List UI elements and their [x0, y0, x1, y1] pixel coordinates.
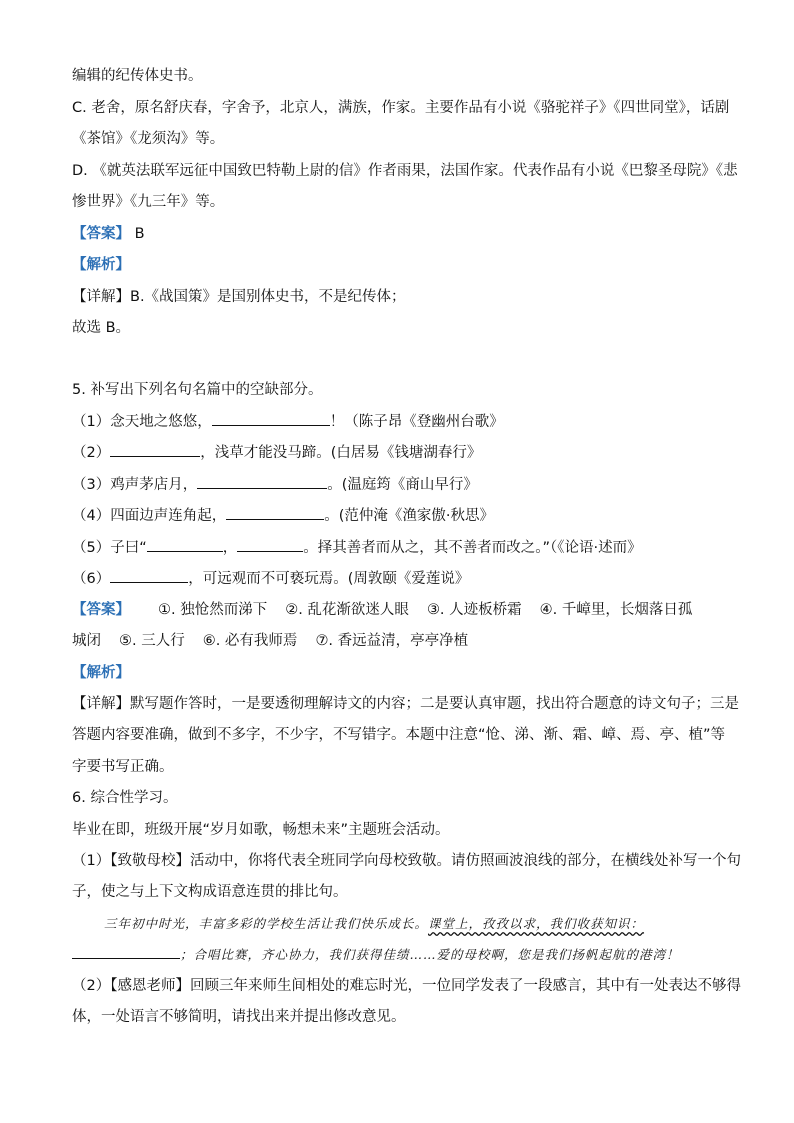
handwritten-line1: [104, 914, 644, 934]
q5-item-5: [72, 537, 642, 558]
q5-item-1: [72, 411, 504, 432]
item-num: （6）: [72, 571, 111, 587]
q5-analysis-row: [72, 663, 130, 683]
answer-item: ⑦. 香远益清，亭亭净植: [315, 633, 469, 649]
q5-answer-row-2: [72, 631, 468, 651]
item-pre: 四面边声连角起，: [110, 508, 227, 524]
option-c-line2: 《茶馆》《龙须沟》等。: [72, 131, 225, 147]
item-post: 。择其善者而从之，其不善者而改之。”（《论语·述而》: [303, 540, 642, 556]
item-post: ，浅草才能没马蹄。(白居易《钱塘湖春行》: [200, 445, 482, 461]
fill-blank: [147, 537, 223, 552]
fill-blank: [110, 442, 200, 457]
fill-blank: [212, 411, 330, 426]
fill-blank: [197, 474, 327, 489]
answer-item: 城闭: [72, 633, 101, 649]
hand-plain: 三年初中时光，丰富多彩的学校生活让我们快乐成长。: [104, 916, 429, 931]
q6-part1-line1: （1）【致敬母校】活动中，你将代表全班同学向母校致敬。请仿照画波浪线的部分，在横线处补写一个句: [72, 853, 741, 869]
answer-tag: 【答案】: [72, 602, 130, 618]
analysis-tag: 【解析】: [72, 665, 130, 681]
q5-detail-line2: 答题内容要准确，做到不多字，不少字，不写错字。本题中注意“怆、涕、渐、霜、嶂、焉、亭、植”等: [72, 727, 726, 743]
item-num: （3）: [72, 477, 111, 493]
q5-item-6: [72, 568, 469, 589]
q6-part2-line2: 体，一处语言不够简明，请找出来并提出修改意见。: [72, 1009, 406, 1025]
answer-item: ②. 乱花渐欲迷人眼: [285, 602, 409, 618]
q5-detail-line1: [72, 694, 739, 714]
q6-title: 6. 综合性学习。: [72, 790, 178, 806]
detail-tag: 【详解】: [72, 696, 130, 712]
fill-blank: [72, 944, 180, 959]
q5-answer-row: [72, 600, 692, 620]
fill-blank: [237, 537, 303, 552]
q5-item-3: [72, 474, 478, 495]
item-pre: 子曰“: [110, 540, 147, 556]
q5-title: 5. 补写出下列名句名篇中的空缺部分。: [72, 382, 323, 398]
item-post: 。(范仲淹《渔家傲·秋思》: [324, 508, 494, 524]
option-d-line2: 惨世界》《九三年》等。: [72, 194, 225, 210]
option-c-line1: C. 老舍，原名舒庆春，字舍予，北京人，满族，作家。主要作品有小说《骆驼祥子》《四世同堂》，话剧: [72, 100, 730, 116]
q5-detail-line3: 字要书写正确。: [72, 759, 174, 775]
option-d-line1: D. 《就英法联军远征中国致巴特勒上尉的信》作者雨果，法国作家。代表作品有小说《巴黎圣母院》《悲: [72, 163, 738, 179]
hand-wavy: 课堂上，孜孜以求，我们收获知识：: [428, 916, 645, 931]
fill-blank: [110, 568, 188, 583]
item-num: （4）: [72, 508, 111, 524]
answer-item: ③. 人迹板桥霜: [426, 602, 522, 618]
conclusion: 故选 B。: [72, 320, 131, 336]
analysis-row: [72, 255, 130, 275]
hand-text: ；合唱比赛，齐心协力，我们获得佳绩……爱的母校啊，您是我们扬帆起航的港湾！: [180, 947, 680, 962]
answer-row: [72, 224, 145, 244]
answer-tag: 【答案】: [72, 226, 130, 242]
answer-value: B: [134, 226, 145, 242]
fill-blank: [226, 505, 324, 520]
item-num: （1）: [72, 414, 111, 430]
detail-text: 默写题作答时，一是要透彻理解诗文的内容；二是要认真审题，找出符合题意的诗文句子；三是: [130, 696, 739, 712]
handwritten-line2: [72, 944, 680, 965]
detail-tag: 【详解】: [72, 289, 130, 305]
item-post: ，可远观而不可亵玩焉。(周敦颐《爱莲说》: [188, 571, 470, 587]
analysis-tag: 【解析】: [72, 257, 130, 273]
answer-item: ④. 千嶂里，长烟落日孤: [539, 602, 693, 618]
item-mid: ，: [222, 540, 238, 556]
text-line: 编辑的纪传体史书。: [72, 68, 203, 84]
detail-row: [72, 287, 406, 307]
answer-item: ⑥. 必有我师焉: [202, 633, 298, 649]
item-pre: 鸡声茅店月，: [110, 477, 198, 493]
item-post: ！（陈子昂《登幽州台歌》: [329, 414, 504, 430]
q6-part1-line2: 子，使之与上下文构成语意连贯的排比句。: [72, 884, 348, 900]
answer-item: ①. 独怆然而涕下: [158, 602, 268, 618]
answer-item: ⑤. 三人行: [119, 633, 185, 649]
item-num: （2）: [72, 445, 111, 461]
q5-item-4: [72, 505, 494, 526]
q6-intro: 毕业在即，班级开展“岁月如歌，畅想未来”主题班会活动。: [72, 822, 450, 838]
item-num: （5）: [72, 540, 111, 556]
detail-text: B.《战国策》是国别体史书，不是纪传体；: [130, 289, 406, 305]
item-pre: 念天地之悠悠，: [110, 414, 212, 430]
q6-part2-line1: （2）【感恩老师】回顾三年来师生间相处的难忘时光，一位同学发表了一段感言，其中有一处表达不够得: [72, 978, 741, 994]
item-post: 。(温庭筠《商山早行》: [327, 477, 478, 493]
q5-item-2: [72, 442, 481, 463]
